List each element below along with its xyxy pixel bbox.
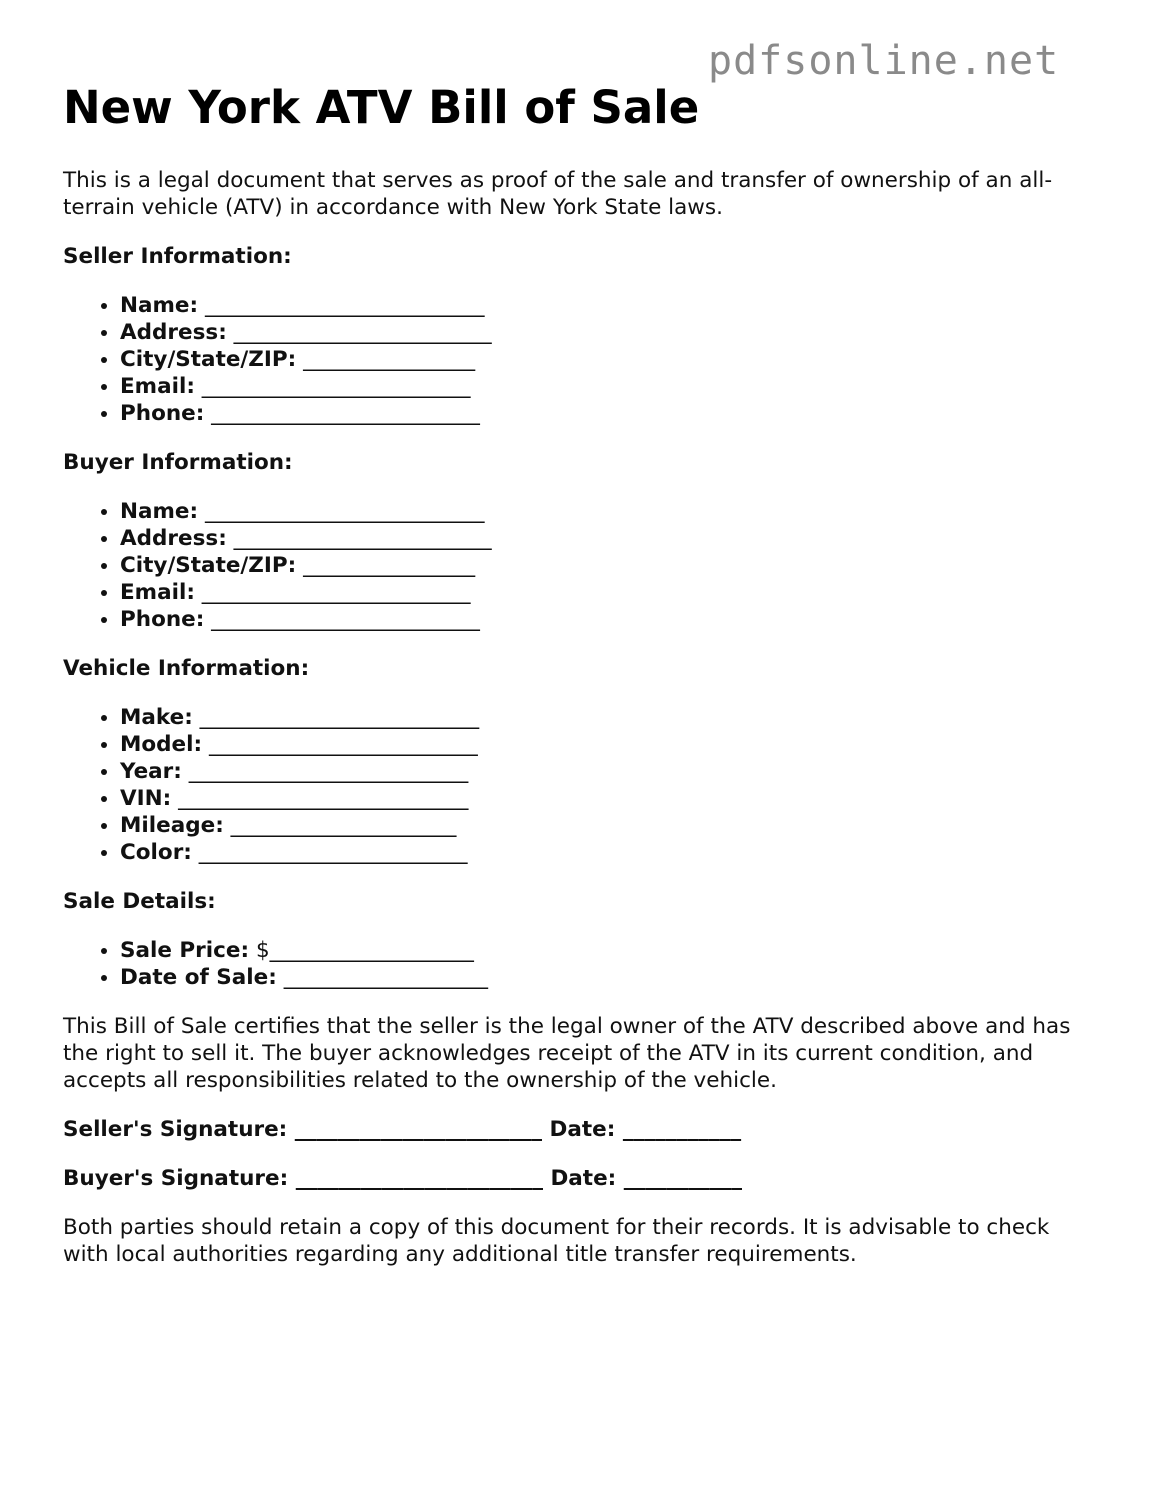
buyer-date-label: Date: xyxy=(550,1166,617,1191)
vehicle-make-field: • Make: __________________________ xyxy=(120,704,1093,731)
seller-address-field: • Address: ________________________ xyxy=(120,319,1093,346)
seller-city-field: • City/State/ZIP: ________________ xyxy=(120,346,1093,373)
certification-paragraph: This Bill of Sale certifies that the seller is the legal owner of the ATV described above and has the right to sell it. The buyer acknowledges receipt of the ATV in its current condition, and accepts all responsibilities related to the ownership of the vehicle. xyxy=(63,1014,1071,1093)
buyer-heading: Buyer Information: xyxy=(63,450,293,475)
buyer-city-field: • City/State/ZIP: ________________ xyxy=(120,552,1093,579)
buyer-fields xyxy=(63,498,1093,633)
vehicle-heading: Vehicle Information: xyxy=(63,656,310,681)
document-page xyxy=(63,80,1093,1268)
buyer-signature-label: Buyer's Signature: xyxy=(63,1166,289,1191)
seller-signature-blank: _______________________ xyxy=(294,1117,543,1142)
seller-name-field: • Name: __________________________ xyxy=(120,292,1093,319)
buyer-address-field: • Address: ________________________ xyxy=(120,525,1093,552)
vehicle-year-field: • Year: __________________________ xyxy=(120,758,1093,785)
seller-date-label: Date: xyxy=(549,1117,616,1142)
buyer-signature-line xyxy=(63,1165,1093,1192)
watermark: pdfsonline.net xyxy=(708,38,1060,84)
sale-fields xyxy=(63,937,1093,991)
seller-date-blank: ___________ xyxy=(622,1117,742,1142)
seller-phone-field: • Phone: _________________________ xyxy=(120,400,1093,427)
vehicle-vin-field: • VIN: ___________________________ xyxy=(120,785,1093,812)
vehicle-fields xyxy=(63,704,1093,866)
seller-signature-line xyxy=(63,1116,1093,1143)
seller-heading: Seller Information: xyxy=(63,244,292,269)
document-title: New York ATV Bill of Sale xyxy=(63,81,700,134)
buyer-date-blank: ___________ xyxy=(623,1166,742,1191)
sale-price-field: • Sale Price: $___________________ xyxy=(120,937,1093,964)
vehicle-model-field: • Model: _________________________ xyxy=(120,731,1093,758)
sale-date-field: • Date of Sale: ___________________ xyxy=(120,964,1093,991)
buyer-name-field: • Name: __________________________ xyxy=(120,498,1093,525)
vehicle-mileage-field: • Mileage: _____________________ xyxy=(120,812,1093,839)
sale-heading: Sale Details: xyxy=(63,889,216,914)
seller-fields xyxy=(63,292,1093,427)
buyer-email-field: • Email: _________________________ xyxy=(120,579,1093,606)
intro-paragraph: This is a legal document that serves as proof of the sale and transfer of ownership of an all-terrain vehicle (ATV) in accordance with New York State laws. xyxy=(63,168,1053,220)
buyer-signature-blank: _______________________ xyxy=(295,1166,543,1191)
closing-paragraph: Both parties should retain a copy of this document for their records. It is advisable to check with local authorities regarding any additional title transfer requirements. xyxy=(63,1215,1050,1267)
seller-email-field: • Email: _________________________ xyxy=(120,373,1093,400)
vehicle-color-field: • Color: _________________________ xyxy=(120,839,1093,866)
buyer-phone-field: • Phone: _________________________ xyxy=(120,606,1093,633)
seller-signature-label: Seller's Signature: xyxy=(63,1117,288,1142)
